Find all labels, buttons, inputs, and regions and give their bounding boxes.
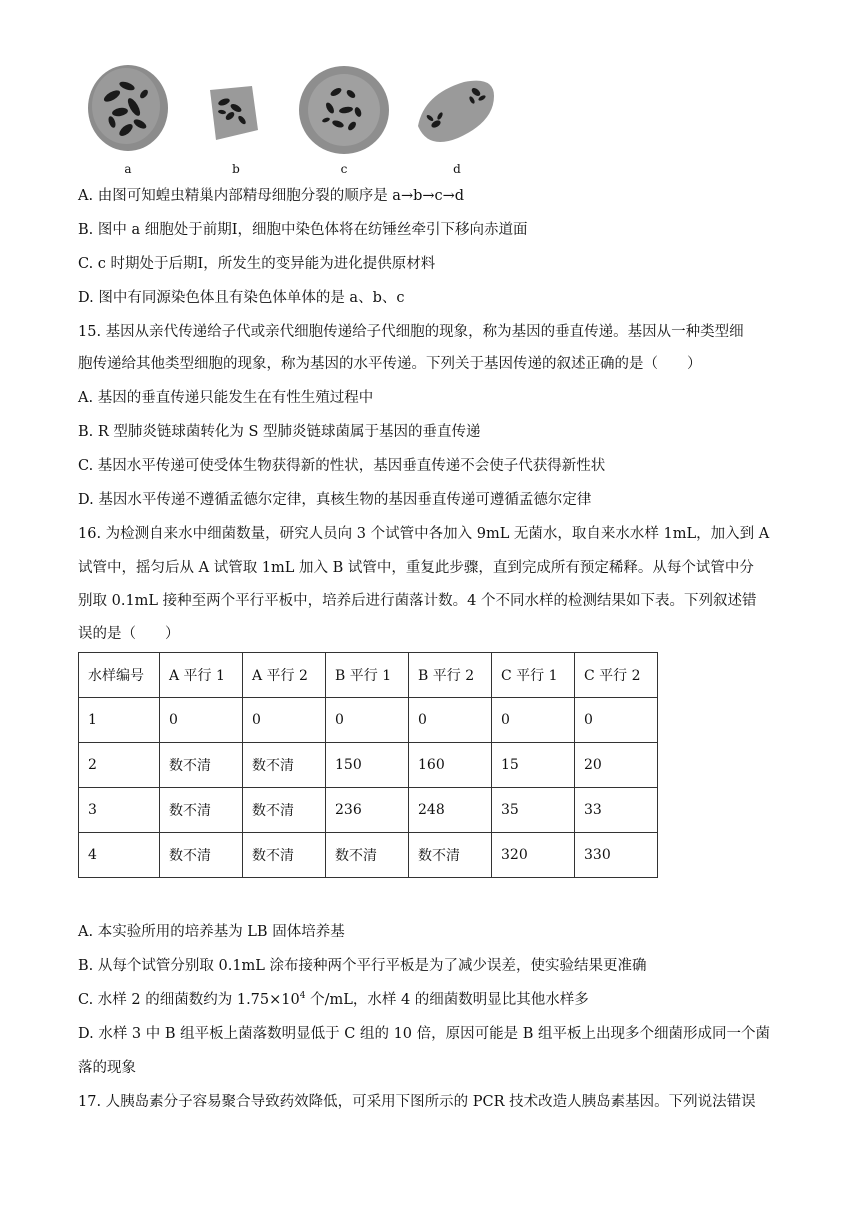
table-cell: 236: [326, 788, 409, 833]
q15-stem-line-2: 胞传递给其他类型细胞的现象，称为基因的水平传递。下列关于基因传递的叙述正确的是（ ）: [78, 356, 702, 372]
q16-option-a: A. 本实验所用的培养基为 LB 固体培养基: [78, 924, 345, 940]
table-cell: 数不清: [326, 833, 409, 878]
table-cell: 数不清: [160, 833, 243, 878]
q16-stem-line-3: 别取 0.1mL 接种至两个平行平板中，培养后进行菌落计数。4 个不同水样的检测结果如下表。下列叙述错: [78, 593, 757, 609]
table-header-cell: C 平行 1: [492, 653, 575, 698]
table-cell: 320: [492, 833, 575, 878]
q16-option-b: B. 从每个试管分别取 0.1mL 涂布接种两个平行平板是为了减少误差，使实验结果更准确: [78, 958, 647, 974]
table-cell: 4: [79, 833, 160, 878]
q14-option-d: D. 图中有同源染色体且有染色体单体的是 a、b、c: [78, 290, 405, 306]
table-row: [79, 788, 658, 833]
table-cell: 33: [575, 788, 658, 833]
table-header-cell: 水样编号: [79, 653, 160, 698]
q15-option-c: C. 基因水平传递可使受体生物获得新的性状，基因垂直传递不会使子代获得新性状: [78, 458, 606, 474]
table-cell: 2: [79, 743, 160, 788]
table-cell: 数不清: [243, 833, 326, 878]
table-cell: 数不清: [160, 788, 243, 833]
q15-option-a: A. 基因的垂直传递只能发生在有性生殖过程中: [78, 390, 374, 406]
q15-stem-line-1: 15. 基因从亲代传递给子代或亲代细胞传递给子代细胞的现象，称为基因的垂直传递。基因从一种类型细: [78, 324, 744, 340]
table-cell: 数不清: [160, 743, 243, 788]
q16-stem-line-1: 16. 为检测自来水中细菌数量，研究人员向 3 个试管中各加入 9mL 无菌水，取自来水水样 1mL，加入到 A: [78, 526, 770, 542]
label-b: b: [232, 162, 240, 176]
cell-c-image: [296, 62, 392, 162]
table-cell: 0: [160, 698, 243, 743]
table-row: [79, 833, 658, 878]
q16-option-c-post: 个/mL，水样 4 的细菌数明显比其他水样多: [305, 992, 589, 1008]
table-row: [79, 698, 658, 743]
table-cell: 数不清: [243, 743, 326, 788]
table-cell: 20: [575, 743, 658, 788]
q16-option-d-line-2: 落的现象: [78, 1060, 136, 1076]
table-cell: 3: [79, 788, 160, 833]
q17-stem-line-1: 17. 人胰岛素分子容易聚合导致药效降低，可采用下图所示的 PCR 技术改造人胰岛素基因。下列说法错误: [78, 1094, 756, 1110]
label-d: d: [453, 162, 461, 176]
label-a: a: [124, 162, 132, 176]
table-cell: 330: [575, 833, 658, 878]
cell-micrograph-figure: [82, 62, 502, 180]
q14-option-a: A. 由图可知蝗虫精巢内部精母细胞分裂的顺序是 a→b→c→d: [78, 188, 465, 204]
table-cell: 0: [492, 698, 575, 743]
colony-count-table: [78, 652, 658, 878]
q16-option-c-exponent: 4: [299, 991, 306, 1002]
table-cell: 160: [409, 743, 492, 788]
q14-option-b: B. 图中 a 细胞处于前期Ⅰ，细胞中染色体将在纺锤丝牵引下移向赤道面: [78, 222, 528, 238]
table-header-cell: B 平行 1: [326, 653, 409, 698]
table-cell: 0: [326, 698, 409, 743]
table-header-cell: B 平行 2: [409, 653, 492, 698]
table-cell: 0: [243, 698, 326, 743]
table-cell: 数不清: [409, 833, 492, 878]
cell-b-image: [202, 80, 262, 150]
cell-d-image: [414, 74, 498, 158]
table-cell: 0: [409, 698, 492, 743]
table-header-cell: A 平行 2: [243, 653, 326, 698]
q14-option-c: C. c 时期处于后期Ⅰ，所发生的变异能为进化提供原材料: [78, 256, 436, 272]
table-cell: 35: [492, 788, 575, 833]
table-header-cell: A 平行 1: [160, 653, 243, 698]
table-cell: 248: [409, 788, 492, 833]
table-row: [79, 743, 658, 788]
cell-a-image: [82, 62, 174, 162]
table-cell: 15: [492, 743, 575, 788]
table-cell: 数不清: [243, 788, 326, 833]
table-cell: 0: [575, 698, 658, 743]
q15-option-d: D. 基因水平传递不遵循孟德尔定律，真核生物的基因垂直传递可遵循孟德尔定律: [78, 492, 592, 508]
q16-option-c: [78, 990, 589, 1010]
table-header-row: [79, 653, 658, 698]
q16-stem-line-4: 误的是（ ）: [78, 626, 180, 642]
q16-option-d-line-1: D. 水样 3 中 B 组平板上菌落数明显低于 C 组的 10 倍，原因可能是 B 组平板上出现多个细菌形成同一个菌: [78, 1026, 770, 1042]
label-c: c: [340, 162, 348, 176]
table-header-cell: C 平行 2: [575, 653, 658, 698]
q16-stem-line-2: 试管中，摇匀后从 A 试管取 1mL 加入 B 试管中，重复此步骤，直到完成所有预定稀释。从每个试管中分: [78, 560, 754, 576]
q16-option-c-pre: C. 水样 2 的细菌数约为 1.75×10: [78, 992, 300, 1008]
table-cell: 150: [326, 743, 409, 788]
q15-option-b: B. R 型肺炎链球菌转化为 S 型肺炎链球菌属于基因的垂直传递: [78, 424, 481, 440]
table-cell: 1: [79, 698, 160, 743]
